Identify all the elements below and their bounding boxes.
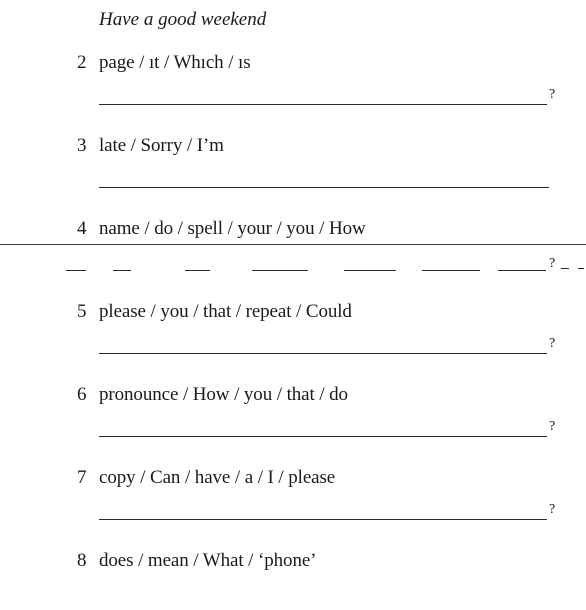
item-number: 4 (77, 218, 87, 239)
answer-line[interactable] (99, 436, 547, 437)
item-prompt: late / Sorry / I’m (99, 135, 224, 156)
answer-line-fragment (561, 268, 569, 269)
answer-line-fragment (66, 270, 86, 271)
answer-line[interactable] (99, 104, 547, 105)
question-mark: ? (549, 502, 556, 517)
answer-line-fragment (185, 270, 210, 271)
question-mark: ? (549, 419, 556, 434)
scan-artifact-rule (0, 244, 586, 245)
answer-line[interactable] (99, 519, 547, 520)
exercise-item-5 (0, 301, 586, 361)
exercise-item-4 (0, 218, 586, 278)
item-number: 2 (77, 52, 87, 73)
answer-line-fragment (113, 270, 131, 271)
item-prompt: please / you / that / repeat / Could (99, 301, 352, 322)
item-prompt: page / ıt / Whıch / ıs (99, 52, 251, 73)
answer-line-fragment (422, 270, 480, 271)
exercise-item-7 (0, 467, 586, 527)
item-prompt: pronounce / How / you / that / do (99, 384, 348, 405)
answer-line-fragment (344, 270, 396, 271)
exercise-item-8 (0, 550, 586, 610)
answer-line[interactable] (99, 187, 549, 188)
exercise-item-2 (0, 52, 586, 112)
item-number: 3 (77, 135, 87, 156)
exercise-item-3 (0, 135, 586, 195)
item-number: 8 (77, 550, 87, 571)
question-mark: ? (549, 87, 556, 102)
item-prompt: copy / Can / have / a / I / please (99, 467, 336, 488)
exercise-item-6 (0, 384, 586, 444)
answer-line-fragment (578, 268, 584, 269)
answer-line-fragment (252, 270, 308, 271)
example-sentence: Have a good weekend (99, 9, 267, 30)
item-number: 6 (77, 384, 87, 405)
question-mark: ? (549, 336, 556, 351)
answer-line-fragment (498, 270, 546, 271)
item-number: 7 (77, 467, 87, 488)
answer-line[interactable] (99, 353, 547, 354)
question-mark: ? (549, 256, 556, 271)
item-prompt: name / do / spell / your / you / How (99, 218, 366, 239)
item-prompt: does / mean / What / ‘phone’ (99, 550, 317, 571)
item-number: 5 (77, 301, 87, 322)
